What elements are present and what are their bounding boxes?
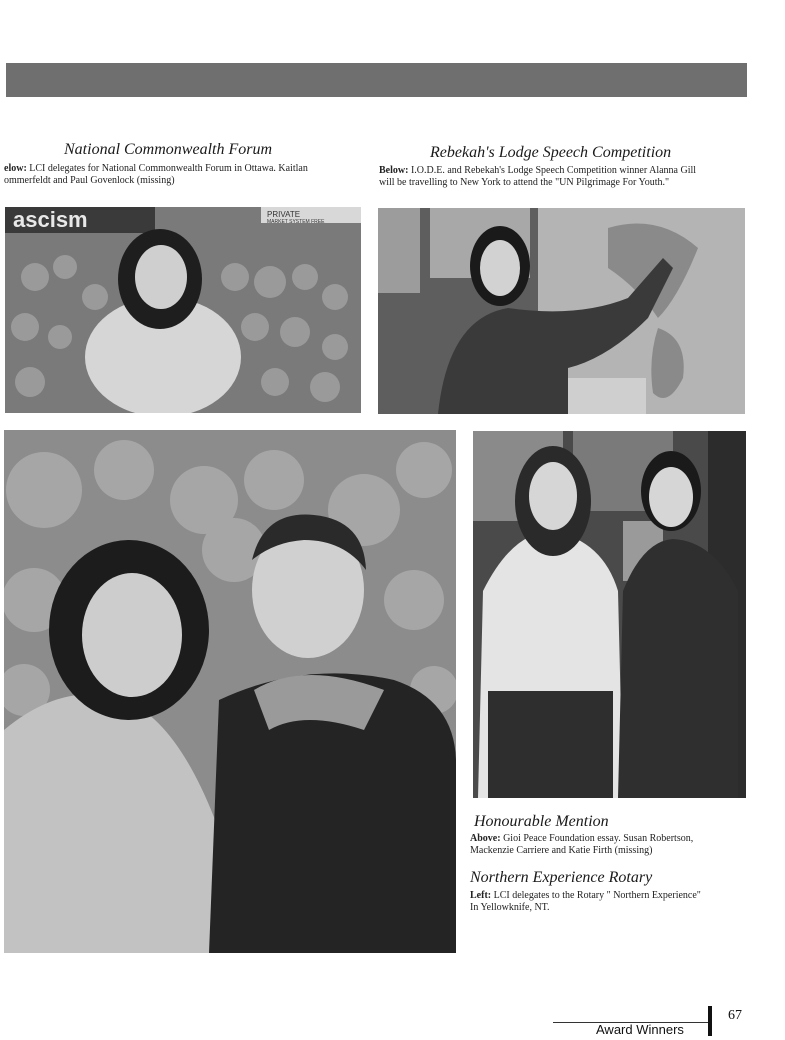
northern-caption-prefix: Left: [470,890,492,901]
rebekah-caption-prefix: Below: [379,165,409,176]
rebekah-caption-text: I.O.D.E. and Rebekah's Lodge Speech Competition winner Alanna Gill [408,165,697,176]
header-band [6,63,747,97]
honourable-heading: Honourable Mention [474,813,609,830]
rebekah-caption-line2: will be travelling to New York to attend the "UN Pilgrimage For Youth." [379,177,670,188]
ncf-caption-prefix: elow: [4,163,27,174]
ncf-caption-line2: ommerfeldt and Paul Govenlock (missing) [4,175,175,186]
honourable-caption-text: Gioi Peace Foundation essay. Susan Robertson, [500,833,694,844]
honourable-caption [470,833,750,857]
rebekah-photo [378,208,745,414]
rebekah-caption [379,165,749,189]
footer-section-title: Award Winners [596,1022,684,1037]
ncf-heading: National Commonwealth Forum [64,141,273,158]
page-number: 67 [728,1008,742,1023]
rebekah-heading: Rebekah's Lodge Speech Competition [430,144,672,161]
ncf-caption [4,163,374,187]
northern-caption [470,890,750,914]
northern-caption-text: LCI delegates to the Rotary " Northern Experience" [491,890,701,901]
northern-caption-line2: In Yellowknife, NT. [470,902,550,913]
honourable-caption-line2: Mackenzie Carriere and Katie Firth (missing) [470,845,653,856]
poster-word: ascism [13,207,88,232]
ncf-caption-text: LCI delegates for National Commonwealth Forum in Ottawa. Kaitlan [26,163,308,174]
footer-bar [708,1006,712,1036]
honourable-caption-prefix: Above: [470,833,501,844]
northern-heading: Northern Experience Rotary [470,869,653,886]
honourable-photo [473,431,746,798]
poster-sign-sub: MARKET SYSTEM FREE [267,219,325,225]
poster-sign: PRIVATE [267,210,301,219]
northern-photo [4,430,456,953]
ncf-photo [5,207,361,413]
